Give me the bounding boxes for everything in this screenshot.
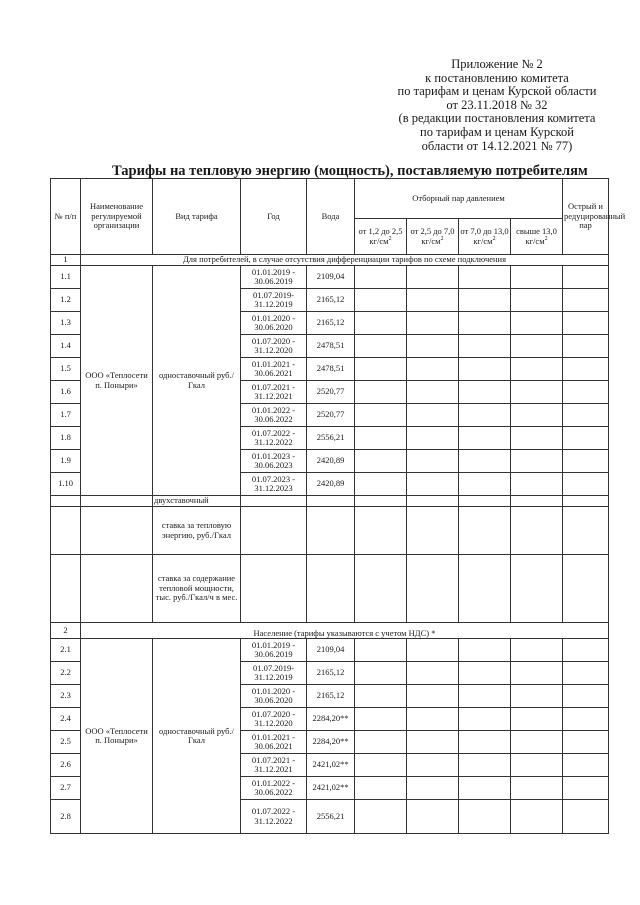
- pressure-2-label: от 2,5 до 7,0 кг/см: [410, 226, 455, 246]
- period-cell: 01.01.2022 - 30.06.2022: [241, 404, 307, 427]
- col-header-year: Год: [241, 179, 307, 255]
- water-value: 2109,04: [307, 639, 355, 662]
- header-line: области от 14.12.2021 № 77): [421, 138, 573, 153]
- header-line: по тарифам и ценам Курской области: [397, 84, 597, 99]
- section-number: 1: [51, 255, 81, 266]
- row-number: 1.2: [51, 289, 81, 312]
- col-header-pressure-1: [355, 219, 407, 255]
- tariff-table: [50, 178, 626, 834]
- period-cell: 01.07.2019- 31.12.2019: [241, 662, 307, 685]
- rate-energy-label: ставка за тепловую энергию, руб./Гкал: [153, 507, 241, 555]
- row-number: 2.7: [51, 777, 81, 800]
- col-header-pressure-4: [511, 219, 563, 255]
- header-line: (в редакции постановления комитета: [398, 111, 596, 126]
- row-number: 1.1: [51, 266, 81, 289]
- period-cell: 01.01.2022 - 30.06.2022: [241, 777, 307, 800]
- water-value: 2556,21: [307, 800, 355, 834]
- water-value: 2284,20**: [307, 708, 355, 731]
- period-cell: 01.07.2023 - 31.12.2023: [241, 473, 307, 496]
- col-header-water: Вода: [307, 179, 355, 255]
- table-row: [51, 639, 609, 662]
- water-value: 2109,04: [307, 266, 355, 289]
- rate-capacity-label: ставка за содержание тепловой мощности, тыс. руб./Гкал/ч в мес.: [153, 555, 241, 623]
- tariff-type: одноставочный руб./Гкал: [153, 266, 241, 496]
- water-value: 2421,02**: [307, 777, 355, 800]
- pressure-2-sup: 2: [440, 235, 444, 242]
- period-cell: 01.07.2020 - 31.12.2020: [241, 335, 307, 358]
- header-line: к постановлению комитета: [425, 70, 569, 85]
- row-number: 1.5: [51, 358, 81, 381]
- pressure-1-label: от 1,2 до 2,5 кг/см: [358, 226, 403, 246]
- appendix-header: [382, 58, 612, 153]
- water-value: 2478,51: [307, 358, 355, 381]
- pressure-3-sup: 2: [492, 235, 496, 242]
- row-number: 1.9: [51, 450, 81, 473]
- tariff-type: одноставочный руб./Гкал: [153, 639, 241, 834]
- section-label: Для потребителей, в случае отсутствия дифференциации тарифов по схеме подключения: [81, 255, 609, 266]
- header-line: по тарифам и ценам Курской: [420, 124, 574, 139]
- row-number: 1.10: [51, 473, 81, 496]
- section-row: [51, 623, 609, 639]
- water-value: 2520,77: [307, 404, 355, 427]
- org-name: ООО «Теплосети п. Поныри»: [81, 639, 153, 834]
- section-number: 2: [51, 623, 81, 639]
- water-value: 2420,89: [307, 450, 355, 473]
- row-number: 2.3: [51, 685, 81, 708]
- period-cell: 01.07.2019- 31.12.2019: [241, 289, 307, 312]
- water-value: 2165,12: [307, 685, 355, 708]
- period-cell: 01.07.2021 - 31.12.2021: [241, 381, 307, 404]
- table-row: [51, 266, 609, 289]
- period-cell: 01.01.2020 - 30.06.2020: [241, 685, 307, 708]
- row-number: 2.5: [51, 731, 81, 754]
- two-part-label: двухставочный: [153, 496, 241, 507]
- pressure-4-label: свыше 13,0 кг/см: [516, 226, 557, 246]
- row-number: 1.4: [51, 335, 81, 358]
- header-line: от 23.11.2018 № 32: [446, 97, 548, 112]
- water-value: 2165,12: [307, 289, 355, 312]
- col-header-num: № п/п: [51, 179, 81, 255]
- row-number: 2.2: [51, 662, 81, 685]
- col-header-sharp-steam: Острый и редуцированный пар: [563, 179, 609, 255]
- col-header-org: Наименование регулируемой организации: [81, 179, 153, 255]
- pressure-1-sup: 2: [388, 235, 392, 242]
- table-header-row: [51, 179, 609, 219]
- table-row: [51, 507, 609, 555]
- water-value: 2478,51: [307, 335, 355, 358]
- row-number: 1.6: [51, 381, 81, 404]
- water-value: 2284,20**: [307, 731, 355, 754]
- row-number: 2.1: [51, 639, 81, 662]
- col-header-type: Вид тарифа: [153, 179, 241, 255]
- table-row: [51, 496, 609, 507]
- pressure-3-label: от 7,0 до 13,0 кг/см: [460, 226, 509, 246]
- row-number: 2.6: [51, 754, 81, 777]
- water-value: 2165,12: [307, 312, 355, 335]
- col-header-steam: Отборный пар давлением: [355, 179, 563, 219]
- col-header-pressure-2: [407, 219, 459, 255]
- period-cell: 01.01.2019 - 30.06.2019: [241, 639, 307, 662]
- table-row: [51, 555, 609, 623]
- row-number: 1.3: [51, 312, 81, 335]
- page-title: Тарифы на тепловую энергию (мощность), поставляемую потребителям: [112, 163, 588, 179]
- water-value: 2520,77: [307, 381, 355, 404]
- org-name: ООО «Теплосети п. Поныри»: [81, 266, 153, 496]
- period-cell: 01.01.2023 - 30.06.2023: [241, 450, 307, 473]
- water-value: 2556,21: [307, 427, 355, 450]
- water-value: 2421,02**: [307, 754, 355, 777]
- period-cell: 01.01.2020 - 30.06.2020: [241, 312, 307, 335]
- period-cell: 01.01.2021 - 30.06.2021: [241, 358, 307, 381]
- period-cell: 01.07.2022 - 31.12.2022: [241, 427, 307, 450]
- row-number: 1.7: [51, 404, 81, 427]
- period-cell: 01.01.2019 - 30.06.2019: [241, 266, 307, 289]
- period-cell: 01.01.2021 - 30.06.2021: [241, 731, 307, 754]
- row-number: 2.8: [51, 800, 81, 834]
- period-cell: 01.07.2020 - 31.12.2020: [241, 708, 307, 731]
- water-value: 2165,12: [307, 662, 355, 685]
- row-number: 2.4: [51, 708, 81, 731]
- water-value: 2420,89: [307, 473, 355, 496]
- pressure-4-sup: 2: [544, 235, 548, 242]
- section-row: [51, 255, 609, 266]
- period-cell: 01.07.2022 - 31.12.2022: [241, 800, 307, 834]
- section-label: Население (тарифы указываются с учетом НДС) *: [81, 623, 609, 639]
- row-number: 1.8: [51, 427, 81, 450]
- header-line: Приложение № 2: [451, 57, 543, 71]
- col-header-pressure-3: [459, 219, 511, 255]
- period-cell: 01.07.2021 - 31.12.2021: [241, 754, 307, 777]
